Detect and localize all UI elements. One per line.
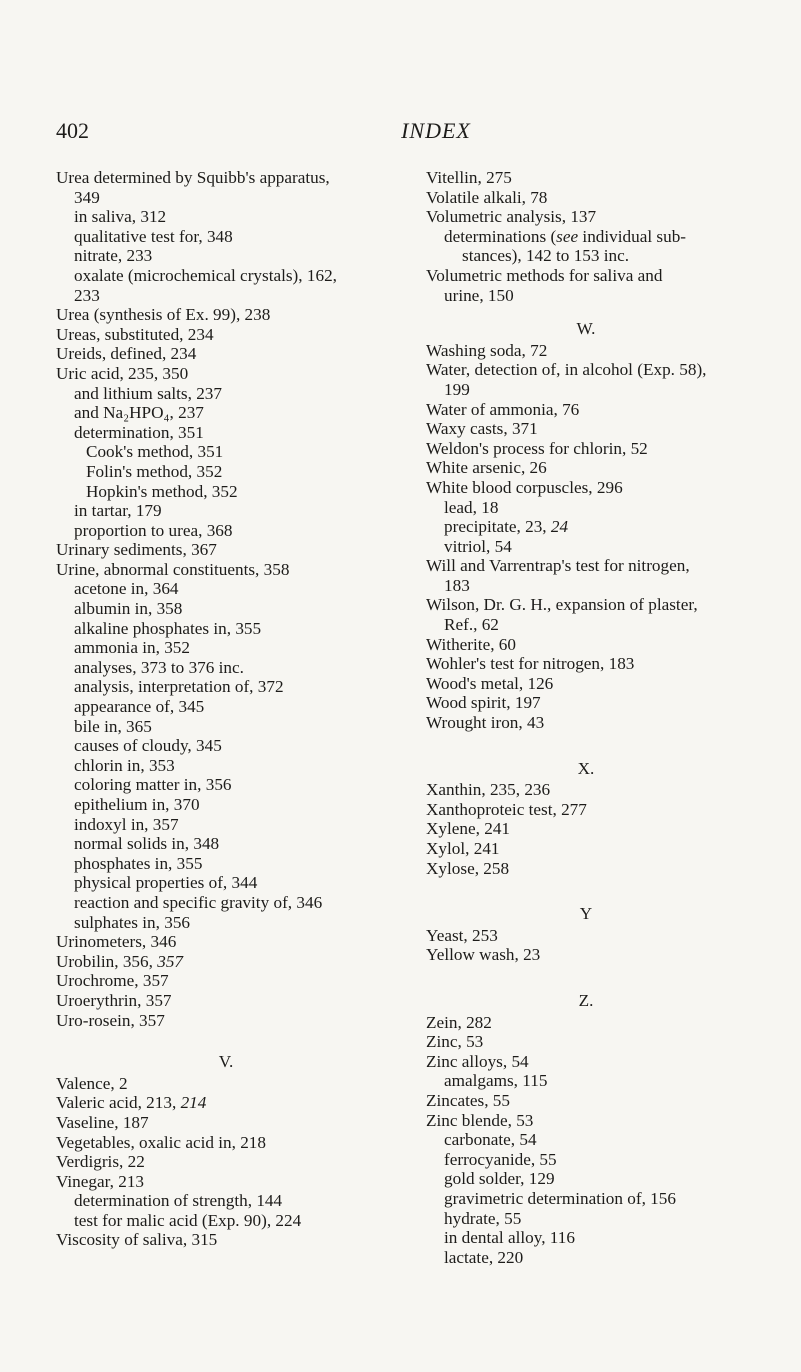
section-gap [426, 305, 746, 313]
entry-text: 199 [444, 379, 470, 399]
entry-text: lead, 18 [444, 497, 499, 517]
entry-text: Wohler's test for nitrogen, 183 [426, 654, 635, 674]
entry-text: 233 [74, 285, 100, 305]
entry-text: gravimetric determination of, 156 [444, 1188, 676, 1208]
entry-text: Uric acid, 235, 350 [56, 363, 189, 383]
entry-text: oxalate (microchemical crystals), 162, [74, 265, 337, 285]
index-entry [426, 859, 746, 879]
entry-text: Xylose, 258 [426, 858, 510, 878]
index-entry [426, 674, 746, 694]
index-entry [56, 873, 396, 893]
entry-text: Uro-rosein, 357 [56, 1010, 165, 1030]
entry-text: sulphates in, 356 [74, 912, 191, 932]
entry-text: hydrate, 55 [444, 1208, 522, 1228]
section-gap [426, 965, 746, 985]
index-entry [56, 344, 396, 364]
index-entry [56, 697, 396, 717]
index-entry [426, 439, 746, 459]
entry-text: gold solder, 129 [444, 1169, 555, 1189]
index-entry [426, 419, 746, 439]
index-entry [426, 1169, 746, 1189]
entry-text: stances), 142 to 153 inc. [462, 246, 630, 266]
index-entry [426, 693, 746, 713]
index-entry [56, 286, 396, 306]
index-entry [426, 1130, 746, 1150]
index-entry [56, 658, 396, 678]
index-entry [56, 1093, 396, 1113]
entry-text: ammonia in, 352 [74, 638, 190, 658]
entry-text: and Na₂HPO₄, 237 [74, 403, 204, 423]
entry-text: epithelium in, 370 [74, 795, 200, 814]
page-number: 402 [56, 118, 89, 143]
entry-text: Valence, 2 [56, 1073, 128, 1093]
entry-text: Urine, abnormal constituents, 358 [56, 559, 290, 579]
entry-text: Yellow wash, 23 [426, 945, 541, 965]
entry-text: Zincates, 55 [426, 1090, 510, 1110]
section-letter [426, 753, 746, 781]
entry-text: Urinary sediments, 367 [56, 540, 217, 560]
index-entry [426, 380, 746, 400]
entry-italic: 357 [157, 951, 183, 971]
index-entry [56, 384, 396, 404]
index-entry [56, 952, 396, 972]
index-entry [426, 635, 746, 655]
index-entry [426, 1013, 746, 1033]
entry-text: vitriol, 54 [444, 536, 512, 556]
entry-text: Verdigris, 22 [56, 1152, 145, 1172]
index-entry [426, 945, 746, 965]
index-entry [426, 1091, 746, 1111]
entry-text: Volatile alkali, 78 [426, 187, 548, 207]
entry-text: Ref., 62 [444, 615, 499, 635]
entry-text: determinations ( [444, 226, 557, 246]
index-entry [426, 478, 746, 498]
entry-text: Zinc blende, 53 [426, 1110, 534, 1130]
index-entry [56, 638, 396, 658]
entry-text: Water, detection of, in alcohol (Exp. 58), [426, 360, 707, 380]
entry-text: 183 [444, 575, 470, 595]
entry-text: individual sub- [578, 226, 687, 246]
entry-text: Vaseline, 187 [56, 1112, 149, 1132]
index-entry [56, 991, 396, 1011]
entry-text: White blood corpuscles, 296 [426, 477, 623, 497]
index-entry [56, 775, 396, 795]
index-entry [426, 800, 746, 820]
index-entry [426, 517, 746, 537]
entry-text: Uroerythrin, 357 [56, 990, 172, 1010]
entry-text: Vitellin, 275 [426, 168, 512, 187]
index-entry [426, 1111, 746, 1131]
index-entry [426, 266, 746, 286]
entry-text: Urea (synthesis of Ex. 99), 238 [56, 305, 271, 325]
index-entry [56, 1113, 396, 1133]
entry-text: determination, 351 [74, 422, 204, 442]
index-entry [426, 926, 746, 946]
entry-text: Wrought iron, 43 [426, 713, 545, 733]
entry-text: Xanthin, 235, 236 [426, 780, 551, 800]
entry-text: reaction and specific gravity of, 346 [74, 892, 323, 912]
entry-text: causes of cloudy, 345 [74, 736, 222, 756]
entry-text: Zinc, 53 [426, 1032, 484, 1052]
index-entry [426, 1071, 746, 1091]
index-entry [56, 834, 396, 854]
entry-text: Washing soda, 72 [426, 340, 548, 360]
index-entry [426, 286, 746, 306]
index-entry [56, 188, 396, 208]
entry-text: Yeast, 253 [426, 925, 498, 945]
index-entry [426, 576, 746, 596]
index-entry [56, 442, 396, 462]
index-entry [56, 971, 396, 991]
index-entry [56, 305, 396, 325]
index-entry [56, 423, 396, 443]
index-entry [426, 1052, 746, 1072]
entry-text: Wood spirit, 197 [426, 693, 541, 713]
section-gap [56, 1030, 396, 1046]
index-entry [56, 462, 396, 482]
entry-text: Urinometers, 346 [56, 932, 177, 952]
index-entry [56, 560, 396, 580]
entry-text: 349 [74, 187, 100, 207]
entry-text: Xanthoproteic test, 277 [426, 799, 587, 819]
entry-text: Folin's method, 352 [86, 461, 223, 481]
entry-text: Volumetric analysis, 137 [426, 207, 597, 227]
entry-text: urine, 150 [444, 285, 514, 305]
entry-text: lactate, 220 [444, 1247, 524, 1267]
index-entry [426, 595, 746, 615]
entry-text: Urochrome, 357 [56, 971, 169, 991]
index-entry [56, 815, 396, 835]
entry-text: Water of ammonia, 76 [426, 399, 580, 419]
index-entry [56, 619, 396, 639]
index-entry [426, 246, 746, 266]
entry-text: analyses, 373 to 376 inc. [74, 657, 244, 677]
index-column-left [56, 168, 396, 1250]
entry-text: Will and Varrentrap's test for nitrogen, [426, 556, 690, 576]
index-entry [56, 266, 396, 286]
index-entry [426, 1150, 746, 1170]
entry-text: ferrocyanide, 55 [444, 1149, 557, 1169]
entry-text: Ureas, substituted, 234 [56, 324, 214, 344]
index-entry [426, 1032, 746, 1052]
entry-text: bile in, 365 [74, 716, 152, 736]
index-entry [56, 207, 396, 227]
index-entry [56, 403, 396, 423]
index-entry [56, 482, 396, 502]
index-column-right [426, 168, 746, 1267]
index-entry [56, 717, 396, 737]
entry-text: in tartar, 179 [74, 501, 162, 521]
entry-text: Y [579, 904, 593, 924]
entry-text: W. [576, 319, 596, 339]
entry-text: chlorin in, 353 [74, 755, 175, 775]
section-letter [426, 898, 746, 926]
entry-text: Vinegar, 213 [56, 1171, 145, 1191]
index-entry [426, 819, 746, 839]
entry-text: Viscosity of saliva, 315 [56, 1230, 218, 1250]
entry-text: amalgams, 115 [444, 1071, 548, 1091]
entry-text: Volumetric methods for saliva and [426, 265, 663, 285]
index-entry [56, 1152, 396, 1172]
index-entry [426, 537, 746, 557]
index-entry [56, 325, 396, 345]
entry-text: acetone in, 364 [74, 579, 179, 599]
index-entry [426, 341, 746, 361]
index-entry [56, 1011, 396, 1031]
entry-text: White arsenic, 26 [426, 458, 547, 478]
entry-text: and lithium salts, 237 [74, 383, 222, 403]
index-entry [56, 599, 396, 619]
entry-text: Wilson, Dr. G. H., expansion of plaster, [426, 595, 698, 615]
index-entry [426, 207, 746, 227]
entry-italic: 214 [180, 1093, 207, 1113]
entry-text: V. [218, 1052, 234, 1072]
index-entry [426, 1228, 746, 1248]
entry-italic: 24 [550, 517, 569, 537]
entry-text: Waxy casts, 371 [426, 419, 538, 439]
entry-text: Zinc alloys, 54 [426, 1051, 529, 1071]
entry-text: Valeric acid, 213, [56, 1093, 181, 1113]
section-letter [426, 313, 746, 341]
index-entry [56, 1133, 396, 1153]
index-entry [56, 227, 396, 247]
running-title: INDEX [401, 118, 471, 143]
index-entry [56, 932, 396, 952]
entry-text: normal solids in, 348 [74, 834, 220, 854]
section-gap [426, 733, 746, 753]
index-entry [56, 756, 396, 776]
index-entry [56, 579, 396, 599]
entry-italic: see [556, 226, 579, 246]
entry-text: in saliva, 312 [74, 207, 167, 227]
index-entry [56, 736, 396, 756]
entry-text: carbonate, 54 [444, 1130, 537, 1150]
section-letter [56, 1046, 396, 1074]
entry-text: Z. [578, 990, 594, 1010]
entry-text: Cook's method, 351 [86, 442, 224, 462]
index-entry [426, 1248, 746, 1268]
index-entry [426, 654, 746, 674]
index-entry [426, 839, 746, 859]
entry-text: albumin in, 358 [74, 599, 183, 619]
entry-text: Urea determined by Squibb's apparatus, [56, 168, 330, 187]
index-entry [426, 168, 746, 188]
entry-text: Hopkin's method, 352 [86, 481, 238, 501]
entry-text: precipitate, 23, [444, 517, 551, 537]
index-entry [56, 246, 396, 266]
entry-text: physical properties of, 344 [74, 873, 258, 893]
entry-text: coloring matter in, 356 [74, 775, 232, 795]
entry-text: qualitative test for, 348 [74, 226, 233, 246]
index-entry [426, 1189, 746, 1209]
entry-text: appearance of, 345 [74, 697, 205, 717]
index-entry [56, 1211, 396, 1231]
entry-text: indoxyl in, 357 [74, 814, 179, 834]
entry-text: test for malic acid (Exp. 90), 224 [74, 1210, 302, 1230]
entry-text: Wood's metal, 126 [426, 673, 554, 693]
index-entry [426, 227, 746, 247]
index-entry [56, 1074, 396, 1094]
entry-text: determination of strength, 144 [74, 1191, 283, 1211]
entry-text: Witherite, 60 [426, 634, 516, 654]
section-letter [426, 985, 746, 1013]
entry-text: analysis, interpretation of, 372 [74, 677, 284, 697]
entry-text: in dental alloy, 116 [444, 1228, 575, 1248]
index-entry [426, 360, 746, 380]
index-entry [56, 364, 396, 384]
index-entry [426, 780, 746, 800]
entry-text: Xylene, 241 [426, 819, 511, 839]
entry-text: Weldon's process for chlorin, 52 [426, 438, 648, 458]
index-entry [426, 498, 746, 518]
index-entry [56, 893, 396, 913]
entry-text: nitrate, 233 [74, 246, 153, 266]
index-entry [56, 677, 396, 697]
entry-text: phosphates in, 355 [74, 853, 203, 873]
index-entry [56, 795, 396, 815]
index-entry [426, 615, 746, 635]
index-entry [56, 1230, 396, 1250]
entry-text: proportion to urea, 368 [74, 520, 233, 540]
index-entry [426, 458, 746, 478]
index-entry [56, 1191, 396, 1211]
entry-text: alkaline phosphates in, 355 [74, 618, 262, 638]
index-entry [426, 713, 746, 733]
index-entry [426, 556, 746, 576]
index-entry [56, 913, 396, 933]
entry-text: Xylol, 241 [426, 839, 500, 858]
entry-text: Vegetables, oxalic acid in, 218 [56, 1132, 266, 1152]
entry-text: Ureids, defined, 234 [56, 344, 197, 364]
index-entry [56, 1172, 396, 1192]
entry-text: Urobilin, 356, [56, 951, 158, 971]
entry-text: Zein, 282 [426, 1012, 492, 1032]
index-entry [56, 501, 396, 521]
index-entry [56, 168, 396, 188]
index-entry [426, 400, 746, 420]
index-entry [426, 188, 746, 208]
index-entry [426, 1209, 746, 1229]
page-header [56, 118, 756, 148]
index-entry [56, 540, 396, 560]
section-gap [426, 878, 746, 898]
index-entry [56, 521, 396, 541]
index-entry [56, 854, 396, 874]
entry-text: X. [577, 758, 595, 778]
